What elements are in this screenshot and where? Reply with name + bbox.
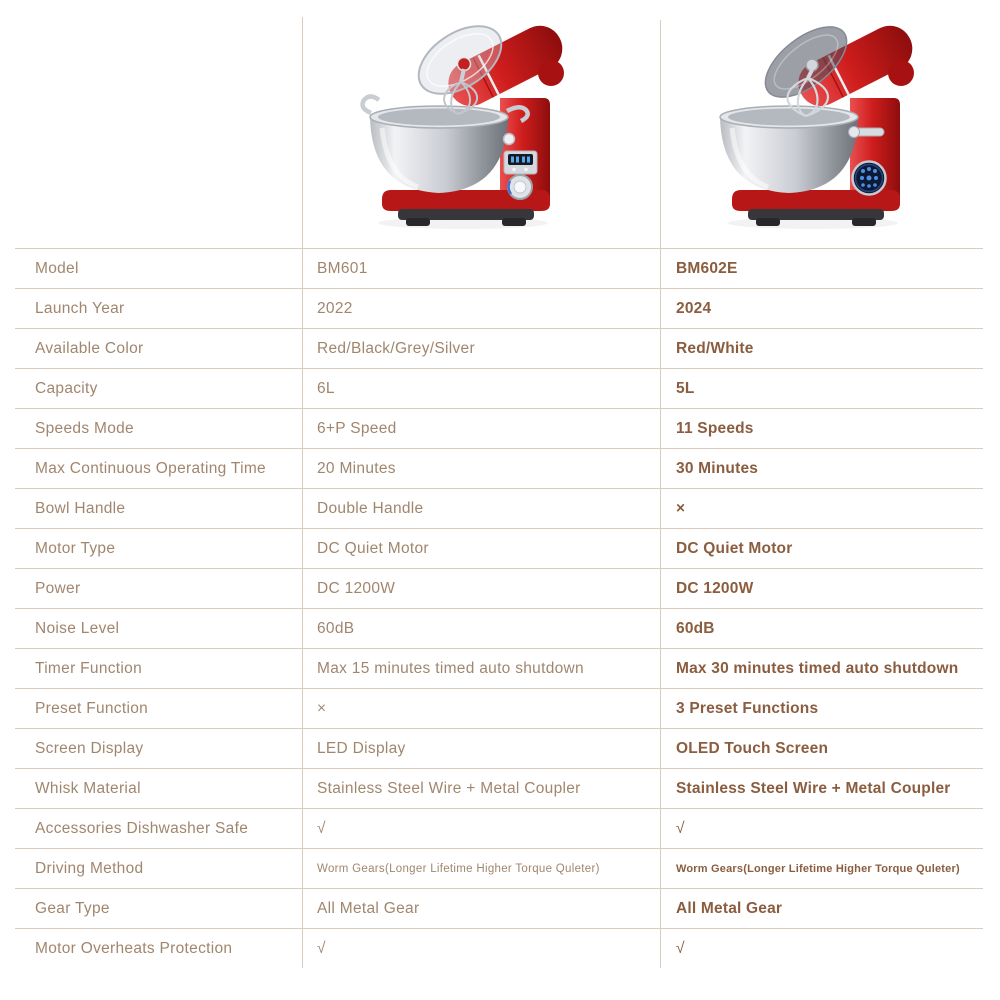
bm601-value: Max 15 minutes timed auto shutdown bbox=[302, 649, 660, 688]
bm602e-value: All Metal Gear bbox=[660, 889, 983, 928]
bm601-value: BM601 bbox=[302, 249, 660, 288]
bm602e-value: DC Quiet Motor bbox=[660, 529, 983, 568]
column-divider-right bbox=[660, 20, 661, 248]
bm601-value: × bbox=[302, 689, 660, 728]
bm602e-value: 3 Preset Functions bbox=[660, 689, 983, 728]
spec-label: Driving Method bbox=[35, 859, 144, 877]
spec-label: Accessories Dishwasher Safe bbox=[35, 819, 249, 837]
bm602e-value: BM602E bbox=[660, 249, 983, 288]
bm602e-value: Stainless Steel Wire + Metal Coupler bbox=[660, 769, 983, 808]
bm601-value: Double Handle bbox=[302, 489, 660, 528]
bm602e-value: 2024 bbox=[660, 289, 983, 328]
table-row bbox=[15, 568, 983, 608]
bm602e-value: 60dB bbox=[660, 609, 983, 648]
table-row bbox=[15, 888, 983, 928]
table-row bbox=[15, 328, 983, 368]
spec-label: Power bbox=[35, 579, 81, 597]
bm602e-value: √ bbox=[660, 809, 983, 848]
table-row bbox=[15, 688, 983, 728]
bm601-value: 2022 bbox=[302, 289, 660, 328]
spec-label: Capacity bbox=[35, 379, 98, 397]
spec-label: Launch Year bbox=[35, 299, 125, 317]
bm602e-value: × bbox=[660, 489, 983, 528]
bm601-value: √ bbox=[302, 929, 660, 968]
comparison-table bbox=[15, 248, 983, 968]
table-row bbox=[15, 488, 983, 528]
bm601-value: All Metal Gear bbox=[302, 889, 660, 928]
table-row bbox=[15, 608, 983, 648]
table-row bbox=[15, 648, 983, 688]
product-image-bm601 bbox=[358, 10, 573, 238]
spec-label: Noise Level bbox=[35, 619, 120, 637]
led-display bbox=[504, 151, 537, 174]
spec-label: Timer Function bbox=[35, 659, 142, 677]
table-row bbox=[15, 448, 983, 488]
bm602e-value: Worm Gears(Longer Lifetime Higher Torque Quleter) bbox=[660, 849, 983, 888]
table-row bbox=[15, 528, 983, 568]
bm601-value: 60dB bbox=[302, 609, 660, 648]
bm602e-value: DC 1200W bbox=[660, 569, 983, 608]
spec-label: Preset Function bbox=[35, 699, 149, 717]
bowl-handle-left bbox=[363, 97, 379, 114]
spec-label: Speeds Mode bbox=[35, 419, 134, 437]
table-row bbox=[15, 928, 983, 968]
bm602e-value: OLED Touch Screen bbox=[660, 729, 983, 768]
bm602e-value: √ bbox=[660, 929, 983, 968]
spec-label: Whisk Material bbox=[35, 779, 141, 797]
lift-lever bbox=[849, 127, 885, 138]
table-row bbox=[15, 368, 983, 408]
bm601-value: Worm Gears(Longer Lifetime Higher Torque Quleter) bbox=[302, 849, 660, 888]
bm601-value: DC Quiet Motor bbox=[302, 529, 660, 568]
spec-label: Bowl Handle bbox=[35, 499, 126, 517]
bm601-value: 20 Minutes bbox=[302, 449, 660, 488]
bm601-value: √ bbox=[302, 809, 660, 848]
bm601-value: LED Display bbox=[302, 729, 660, 768]
speed-knob bbox=[508, 175, 532, 199]
table-row bbox=[15, 848, 983, 888]
bm601-value: 6L bbox=[302, 369, 660, 408]
bm602e-value: Max 30 minutes timed auto shutdown bbox=[660, 649, 983, 688]
spec-label: Motor Type bbox=[35, 539, 116, 557]
column-divider-left bbox=[302, 17, 303, 248]
bm602e-value: 11 Speeds bbox=[660, 409, 983, 448]
bm602e-value: 5L bbox=[660, 369, 983, 408]
table-row bbox=[15, 768, 983, 808]
spec-label: Screen Display bbox=[35, 739, 144, 757]
spec-label: Available Color bbox=[35, 339, 144, 357]
table-row bbox=[15, 288, 983, 328]
spec-label: Model bbox=[35, 259, 79, 277]
product-image-bm602e bbox=[708, 10, 923, 238]
oled-touch-screen bbox=[853, 162, 886, 195]
bm601-value: 6+P Speed bbox=[302, 409, 660, 448]
bm601-value: DC 1200W bbox=[302, 569, 660, 608]
table-row bbox=[15, 728, 983, 768]
bm602e-value: Red/White bbox=[660, 329, 983, 368]
spec-label: Max Continuous Operating Time bbox=[35, 459, 266, 477]
spec-label: Gear Type bbox=[35, 899, 110, 917]
table-row bbox=[15, 808, 983, 848]
bm601-value: Stainless Steel Wire + Metal Coupler bbox=[302, 769, 660, 808]
bm602e-value: 30 Minutes bbox=[660, 449, 983, 488]
bm601-value: Red/Black/Grey/Silver bbox=[302, 329, 660, 368]
spec-label: Motor Overheats Protection bbox=[35, 939, 233, 957]
table-row bbox=[15, 248, 983, 288]
table-row bbox=[15, 408, 983, 448]
